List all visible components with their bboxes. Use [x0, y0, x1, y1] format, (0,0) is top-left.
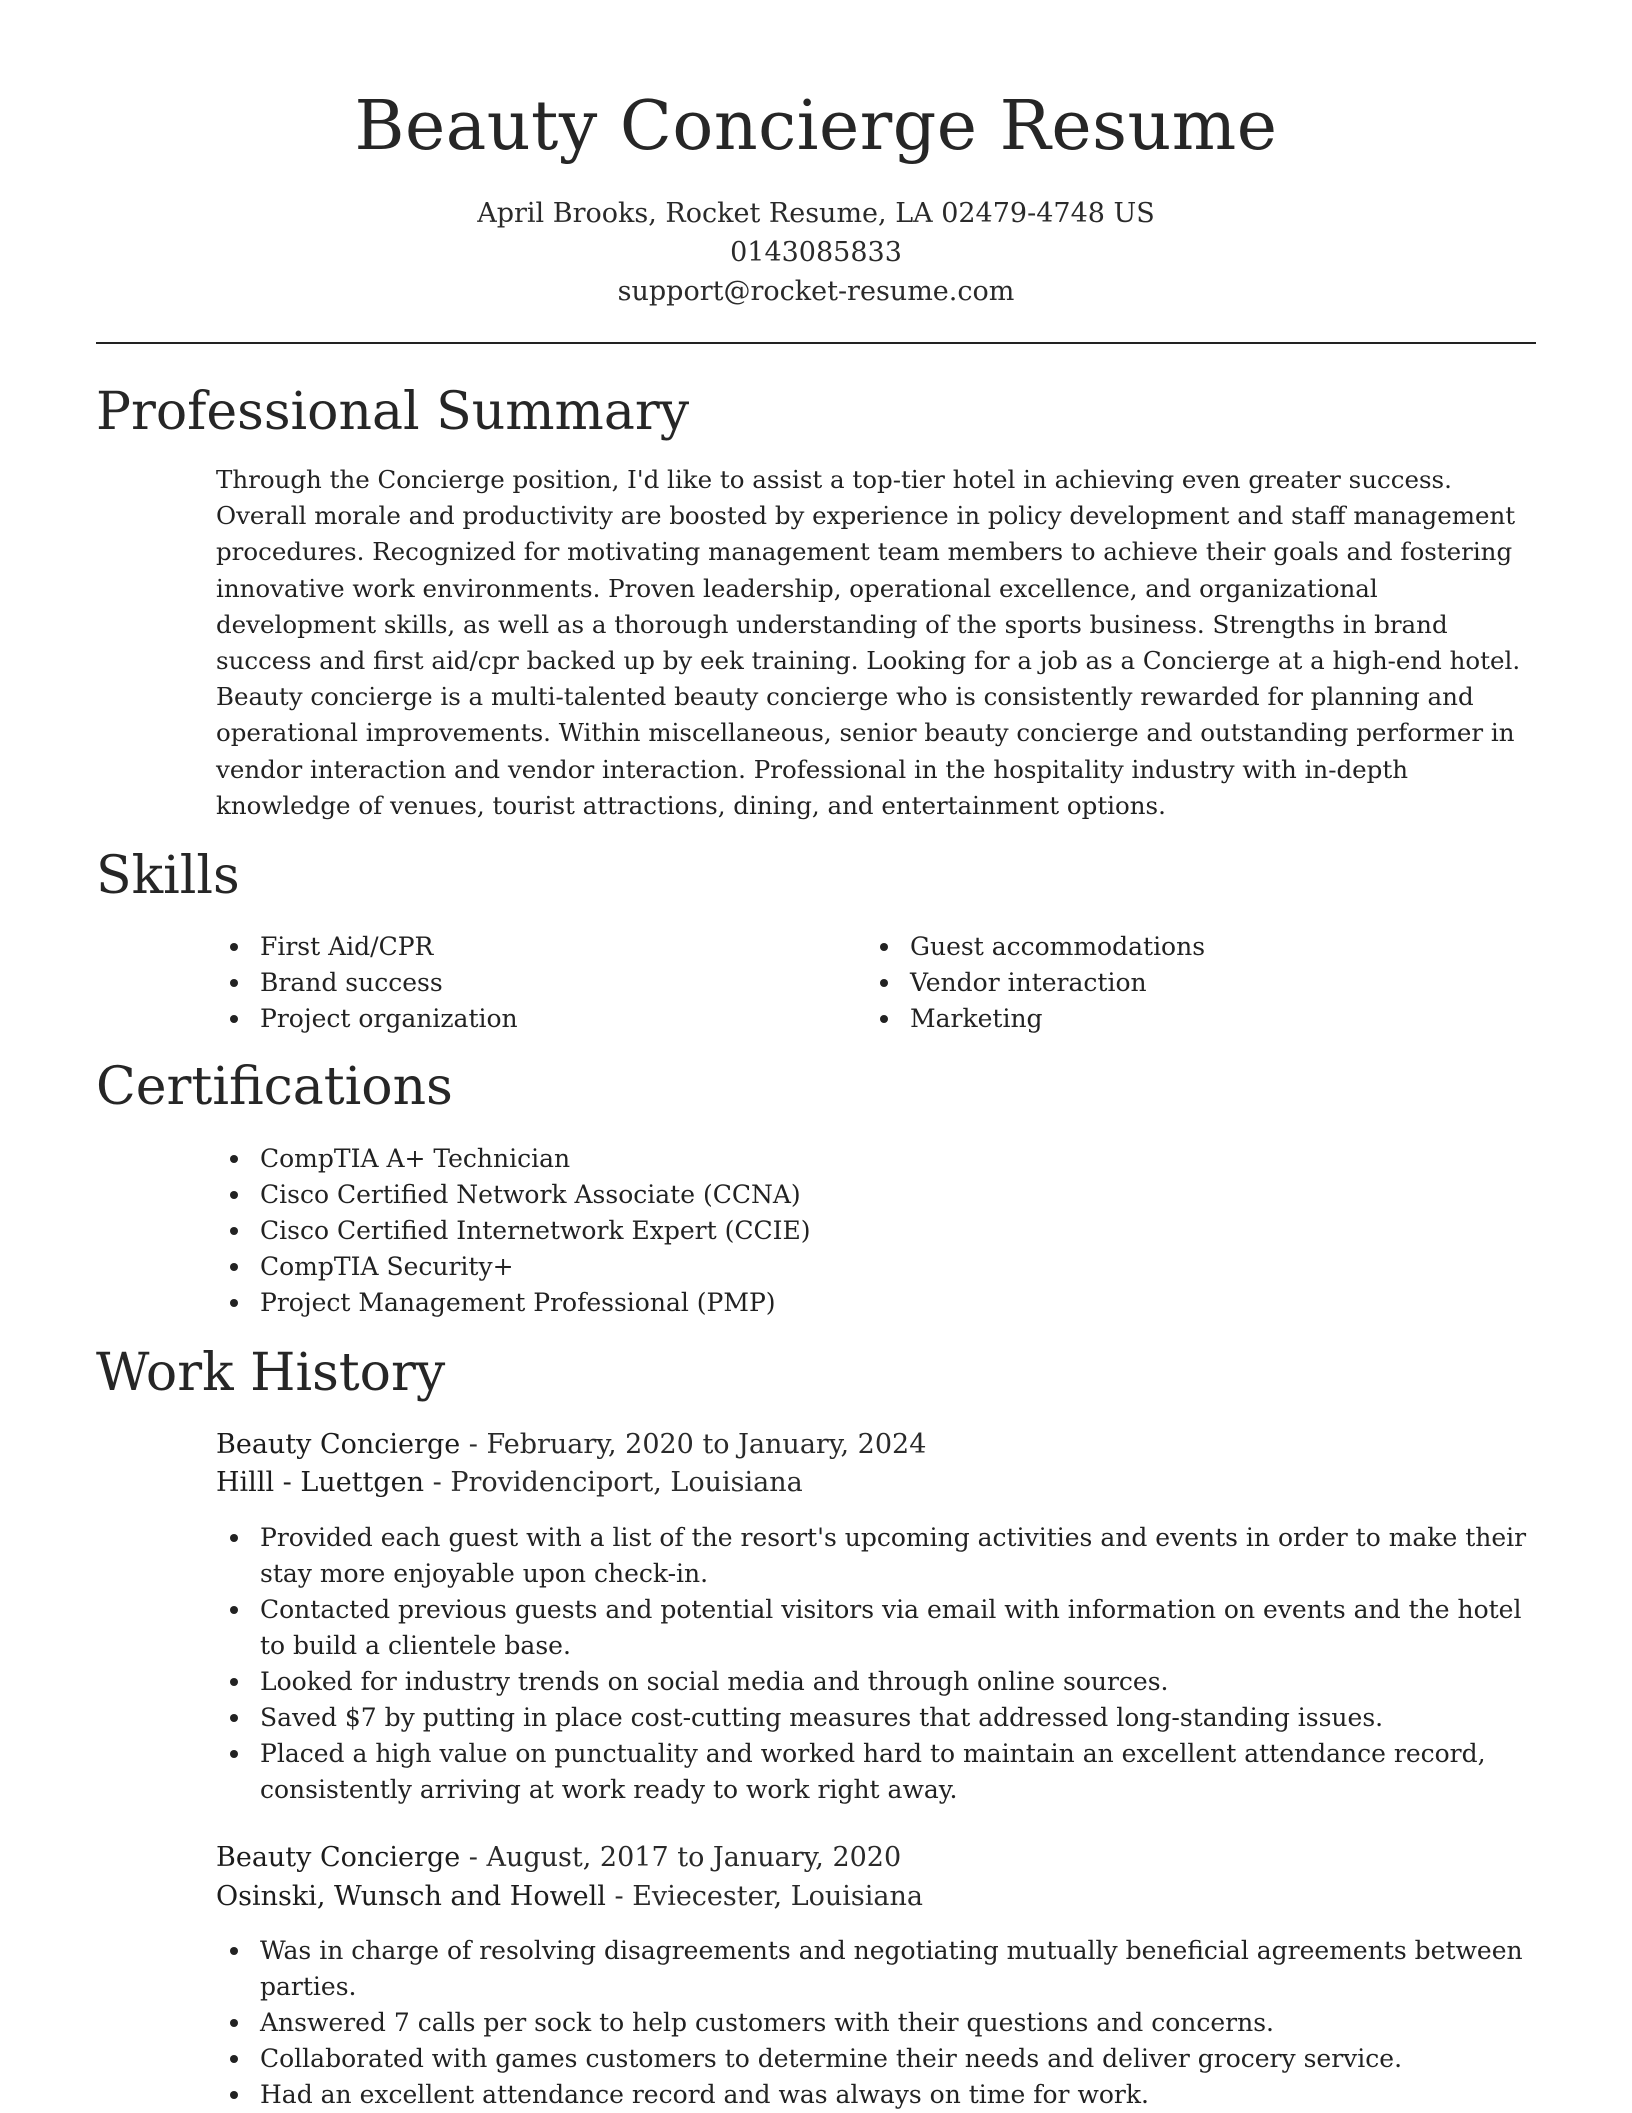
job-company-line: [216, 1878, 1536, 1916]
skill-item: Vendor interaction: [866, 965, 1506, 1001]
resume-header: [96, 84, 1536, 311]
job-bullet: Provided each guest with a list of the resort's upcoming activities and events in order to make their stay more enjoyable upon check-in.: [216, 1520, 1536, 1592]
skills-list-left: [216, 929, 856, 1037]
certifications-list: [216, 1141, 1516, 1321]
certifications-heading: Certifications: [96, 1057, 453, 1117]
job-bullet: Saved $7 by putting in place cost-cutting measures that addressed long-standing issues.: [216, 1700, 1536, 1736]
job-bullet: Contacted previous guests and potential visitors via email with information on events and the hotel to build a clientele base.: [216, 1592, 1536, 1664]
certification-item: Cisco Certified Network Associate (CCNA): [216, 1177, 1516, 1213]
certification-item: CompTIA A+ Technician: [216, 1141, 1516, 1177]
job-role: Beauty Concierge: [216, 1842, 461, 1873]
work-history-heading: Work History: [96, 1343, 446, 1403]
job-company: Hilll - Luettgen: [216, 1467, 425, 1498]
summary-heading: Professional Summary: [96, 382, 690, 442]
job-location: - Providenciport, Louisiana: [424, 1467, 803, 1498]
skill-item: Guest accommodations: [866, 929, 1506, 965]
job-location: - Eviecester, Louisiana: [605, 1881, 923, 1912]
job-title-line: [216, 1839, 1536, 1877]
contact-address: April Brooks, Rocket Resume, LA 02479-4748 US: [477, 198, 1155, 229]
job-title-line: [216, 1426, 1536, 1464]
job-bullet: Was in charge of resolving disagreements and negotiating mutually beneficial agreements between parties.: [216, 1933, 1536, 2005]
skill-item: Project organization: [216, 1001, 856, 1037]
job-bullet: Collaborated with games customers to determine their needs and deliver grocery service.: [216, 2041, 1536, 2077]
job-role: Beauty Concierge: [216, 1429, 461, 1460]
skills-list-right: [866, 929, 1506, 1037]
job-dates: - August, 2017 to January, 2020: [460, 1842, 902, 1873]
job-dates: - February, 2020 to January, 2024: [460, 1429, 927, 1460]
skill-item: Brand success: [216, 965, 856, 1001]
skill-item: Marketing: [866, 1001, 1506, 1037]
header-divider: [96, 342, 1536, 344]
certification-item: CompTIA Security+: [216, 1249, 1516, 1285]
job-company-line: [216, 1464, 1536, 1502]
contact-phone: 0143085833: [730, 237, 902, 268]
summary-text: Through the Concierge position, I'd like to assist a top-tier hotel in achieving even greater success. Overall morale and productivity are boosted by experience in policy development and staff management procedures. Recognized for motivating management team members to achieve their goals and fostering innovative work environments. Proven leadership, operational excellence, and organizational development skills, as well as a thorough understanding of the sports business. Strengths in brand success and first aid/cpr backed up by eek training. Looking for a job as a Concierge at a high-end hotel. Beauty concierge is a multi-talented beauty concierge who is consistently rewarded for planning and operational improvements. Within miscellaneous, senior beauty concierge and outstanding performer in vendor interaction and vendor interaction. Professional in the hospitality industry with in-depth knowledge of venues, tourist attractions, dining, and entertainment options.: [216, 465, 1521, 820]
job-company: Osinski, Wunsch and Howell: [216, 1881, 606, 1912]
job-bullet: Answered 7 calls per sock to help customers with their questions and concerns.: [216, 2005, 1536, 2041]
certification-item: Project Management Professional (PMP): [216, 1285, 1516, 1321]
job-bullet: Placed a high value on punctuality and worked hard to maintain an excellent attendance record, consistently arriving at work ready to work right away.: [216, 1736, 1536, 1808]
skills-heading: Skills: [96, 846, 240, 906]
contact-email: support@rocket-resume.com: [617, 276, 1015, 307]
job-bullet-list: [216, 1520, 1536, 1808]
job-bullet-list: [216, 1933, 1536, 2113]
skill-item: First Aid/CPR: [216, 929, 856, 965]
certification-item: Cisco Certified Internetwork Expert (CCIE): [216, 1213, 1516, 1249]
resume-title: Beauty Concierge Resume: [354, 87, 1278, 166]
job-bullet: Had an excellent attendance record and was always on time for work.: [216, 2077, 1536, 2113]
job-bullet: Looked for industry trends on social media and through online sources.: [216, 1664, 1536, 1700]
